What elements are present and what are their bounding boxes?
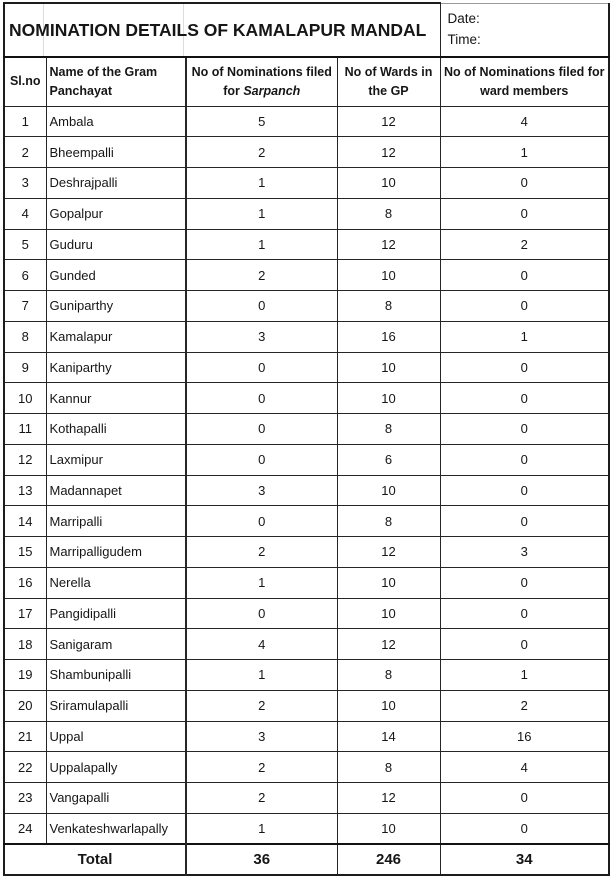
table-row [4, 752, 609, 783]
cell-slno: 5 [4, 229, 46, 260]
table-body [4, 106, 609, 844]
cell-wards: 14 [337, 721, 440, 752]
cell-gram-panchayat-name: Ambala [46, 106, 186, 137]
cell-sarpanch-nominations: 2 [186, 690, 337, 721]
table-row [4, 137, 609, 168]
cell-gram-panchayat-name: Marripalligudem [46, 537, 186, 568]
cell-gram-panchayat-name: Kamalapur [46, 321, 186, 352]
cell-ward-member-nominations: 0 [440, 629, 609, 660]
cell-ward-member-nominations: 0 [440, 168, 609, 199]
cell-gram-panchayat-name: Venkateshwarlapally [46, 813, 186, 844]
cell-gram-panchayat-name: Kannur [46, 383, 186, 414]
cell-ward-member-nominations: 16 [440, 721, 609, 752]
cell-sarpanch-nominations: 0 [186, 414, 337, 445]
cell-ward-member-nominations: 0 [440, 783, 609, 814]
table-row [4, 660, 609, 691]
table-row [4, 383, 609, 414]
cell-wards: 12 [337, 229, 440, 260]
cell-gram-panchayat-name: Sanigaram [46, 629, 186, 660]
cell-wards: 8 [337, 506, 440, 537]
cell-slno: 19 [4, 660, 46, 691]
col-header-sarpanch-nominations [186, 57, 337, 106]
cell-slno: 3 [4, 168, 46, 199]
cell-gram-panchayat-name: Guniparthy [46, 291, 186, 322]
cell-ward-member-nominations: 0 [440, 414, 609, 445]
total-row [4, 844, 609, 875]
cell-sarpanch-nominations: 2 [186, 752, 337, 783]
cell-slno: 8 [4, 321, 46, 352]
cell-sarpanch-nominations: 2 [186, 537, 337, 568]
page-title-text: NOMINATION DETAILS OF KAMALAPUR MANDAL [9, 19, 427, 40]
total-sarpanch-nominations: 36 [186, 844, 337, 875]
cell-ward-member-nominations: 0 [440, 475, 609, 506]
cell-wards: 6 [337, 444, 440, 475]
cell-gram-panchayat-name: Uppalapally [46, 752, 186, 783]
cell-gram-panchayat-name: Sriramulapalli [46, 690, 186, 721]
cell-slno: 23 [4, 783, 46, 814]
cell-ward-member-nominations: 0 [440, 567, 609, 598]
table-row [4, 291, 609, 322]
cell-sarpanch-nominations: 0 [186, 506, 337, 537]
cell-slno: 2 [4, 137, 46, 168]
total-ward-member-nominations: 34 [440, 844, 609, 875]
cell-sarpanch-nominations: 0 [186, 291, 337, 322]
cell-sarpanch-nominations: 0 [186, 383, 337, 414]
cell-slno: 16 [4, 567, 46, 598]
cell-sarpanch-nominations: 1 [186, 229, 337, 260]
col-header-ward-member-nominations: No of Nominations filed for ward members [440, 57, 609, 106]
table-footer [4, 844, 609, 875]
table-row [4, 506, 609, 537]
table-row [4, 414, 609, 445]
cell-sarpanch-nominations: 1 [186, 168, 337, 199]
cell-gram-panchayat-name: Kothapalli [46, 414, 186, 445]
table-row [4, 598, 609, 629]
cell-wards: 12 [337, 783, 440, 814]
cell-ward-member-nominations: 0 [440, 598, 609, 629]
cell-ward-member-nominations: 4 [440, 752, 609, 783]
cell-wards: 10 [337, 475, 440, 506]
cell-wards: 10 [337, 690, 440, 721]
cell-wards: 10 [337, 567, 440, 598]
cell-slno: 13 [4, 475, 46, 506]
cell-slno: 24 [4, 813, 46, 844]
cell-sarpanch-nominations: 3 [186, 721, 337, 752]
column-header-row [4, 57, 609, 106]
cell-ward-member-nominations: 1 [440, 321, 609, 352]
cell-wards: 16 [337, 321, 440, 352]
cell-sarpanch-nominations: 0 [186, 352, 337, 383]
cell-wards: 12 [337, 137, 440, 168]
cell-wards: 10 [337, 598, 440, 629]
cell-ward-member-nominations: 0 [440, 291, 609, 322]
cell-slno: 17 [4, 598, 46, 629]
cell-gram-panchayat-name: Bheempalli [46, 137, 186, 168]
cell-gram-panchayat-name: Shambunipalli [46, 660, 186, 691]
cell-ward-member-nominations: 3 [440, 537, 609, 568]
cell-ward-member-nominations: 0 [440, 260, 609, 291]
cell-wards: 10 [337, 352, 440, 383]
cell-wards: 10 [337, 260, 440, 291]
date-label: Date: [447, 10, 480, 26]
cell-sarpanch-nominations: 2 [186, 783, 337, 814]
cell-sarpanch-nominations: 2 [186, 260, 337, 291]
cell-wards: 10 [337, 168, 440, 199]
cell-wards: 8 [337, 660, 440, 691]
cell-sarpanch-nominations: 5 [186, 106, 337, 137]
cell-gram-panchayat-name: Madannapet [46, 475, 186, 506]
cell-ward-member-nominations: 0 [440, 352, 609, 383]
cell-wards: 12 [337, 537, 440, 568]
table-row [4, 537, 609, 568]
table-row [4, 106, 609, 137]
cell-wards: 12 [337, 106, 440, 137]
cell-slno: 1 [4, 106, 46, 137]
cell-sarpanch-nominations: 3 [186, 475, 337, 506]
cell-slno: 9 [4, 352, 46, 383]
cell-slno: 7 [4, 291, 46, 322]
cell-ward-member-nominations: 0 [440, 506, 609, 537]
table-row [4, 690, 609, 721]
cell-slno: 22 [4, 752, 46, 783]
cell-sarpanch-nominations: 3 [186, 321, 337, 352]
table-row [4, 721, 609, 752]
title-row [4, 3, 609, 57]
cell-sarpanch-nominations: 2 [186, 137, 337, 168]
cell-ward-member-nominations: 2 [440, 229, 609, 260]
cell-slno: 18 [4, 629, 46, 660]
cell-wards: 12 [337, 629, 440, 660]
cell-slno: 10 [4, 383, 46, 414]
cell-ward-member-nominations: 0 [440, 813, 609, 844]
cell-gram-panchayat-name: Gopalpur [46, 198, 186, 229]
cell-wards: 8 [337, 291, 440, 322]
cell-slno: 12 [4, 444, 46, 475]
cell-slno: 15 [4, 537, 46, 568]
cell-ward-member-nominations: 4 [440, 106, 609, 137]
cell-slno: 21 [4, 721, 46, 752]
cell-ward-member-nominations: 0 [440, 383, 609, 414]
cell-slno: 20 [4, 690, 46, 721]
cell-sarpanch-nominations: 1 [186, 567, 337, 598]
table-row [4, 260, 609, 291]
table-row [4, 813, 609, 844]
nomination-table [3, 2, 610, 876]
cell-sarpanch-nominations: 4 [186, 629, 337, 660]
table-row [4, 168, 609, 199]
cell-gram-panchayat-name: Nerella [46, 567, 186, 598]
cell-gram-panchayat-name: Kaniparthy [46, 352, 186, 383]
cell-wards: 10 [337, 383, 440, 414]
table-row [4, 629, 609, 660]
page-title [4, 3, 440, 57]
cell-slno: 6 [4, 260, 46, 291]
cell-gram-panchayat-name: Uppal [46, 721, 186, 752]
cell-wards: 8 [337, 752, 440, 783]
cell-ward-member-nominations: 1 [440, 137, 609, 168]
time-label: Time: [447, 31, 481, 47]
cell-gram-panchayat-name: Guduru [46, 229, 186, 260]
cell-sarpanch-nominations: 1 [186, 198, 337, 229]
total-label: Total [4, 844, 186, 875]
cell-slno: 11 [4, 414, 46, 445]
cell-sarpanch-nominations: 1 [186, 660, 337, 691]
table-row [4, 783, 609, 814]
cell-gram-panchayat-name: Laxmipur [46, 444, 186, 475]
cell-slno: 14 [4, 506, 46, 537]
table-row [4, 321, 609, 352]
cell-sarpanch-nominations: 0 [186, 598, 337, 629]
cell-ward-member-nominations: 0 [440, 444, 609, 475]
table-row [4, 352, 609, 383]
total-wards: 246 [337, 844, 440, 875]
table-row [4, 444, 609, 475]
table-row [4, 229, 609, 260]
table-row [4, 198, 609, 229]
cell-sarpanch-nominations: 0 [186, 444, 337, 475]
cell-ward-member-nominations: 2 [440, 690, 609, 721]
col-header-wards: No of Wards in the GP [337, 57, 440, 106]
cell-slno: 4 [4, 198, 46, 229]
cell-gram-panchayat-name: Gunded [46, 260, 186, 291]
cell-gram-panchayat-name: Pangidipalli [46, 598, 186, 629]
table-row [4, 567, 609, 598]
col-header-sarpanch-prefix: No of Nominations filed for [191, 65, 332, 98]
table-header [4, 3, 609, 106]
cell-gram-panchayat-name: Marripalli [46, 506, 186, 537]
cell-wards: 8 [337, 198, 440, 229]
cell-sarpanch-nominations: 1 [186, 813, 337, 844]
cell-wards: 8 [337, 414, 440, 445]
cell-ward-member-nominations: 0 [440, 198, 609, 229]
cell-wards: 10 [337, 813, 440, 844]
col-header-gram-panchayat: Name of the Gram Panchayat [46, 57, 186, 106]
table-row [4, 475, 609, 506]
col-header-sarpanch-italic: Sarpanch [243, 83, 301, 98]
date-time-cell [440, 3, 609, 57]
col-header-slno: Sl.no [4, 57, 46, 106]
cell-gram-panchayat-name: Vangapalli [46, 783, 186, 814]
cell-ward-member-nominations: 1 [440, 660, 609, 691]
cell-gram-panchayat-name: Deshrajpalli [46, 168, 186, 199]
